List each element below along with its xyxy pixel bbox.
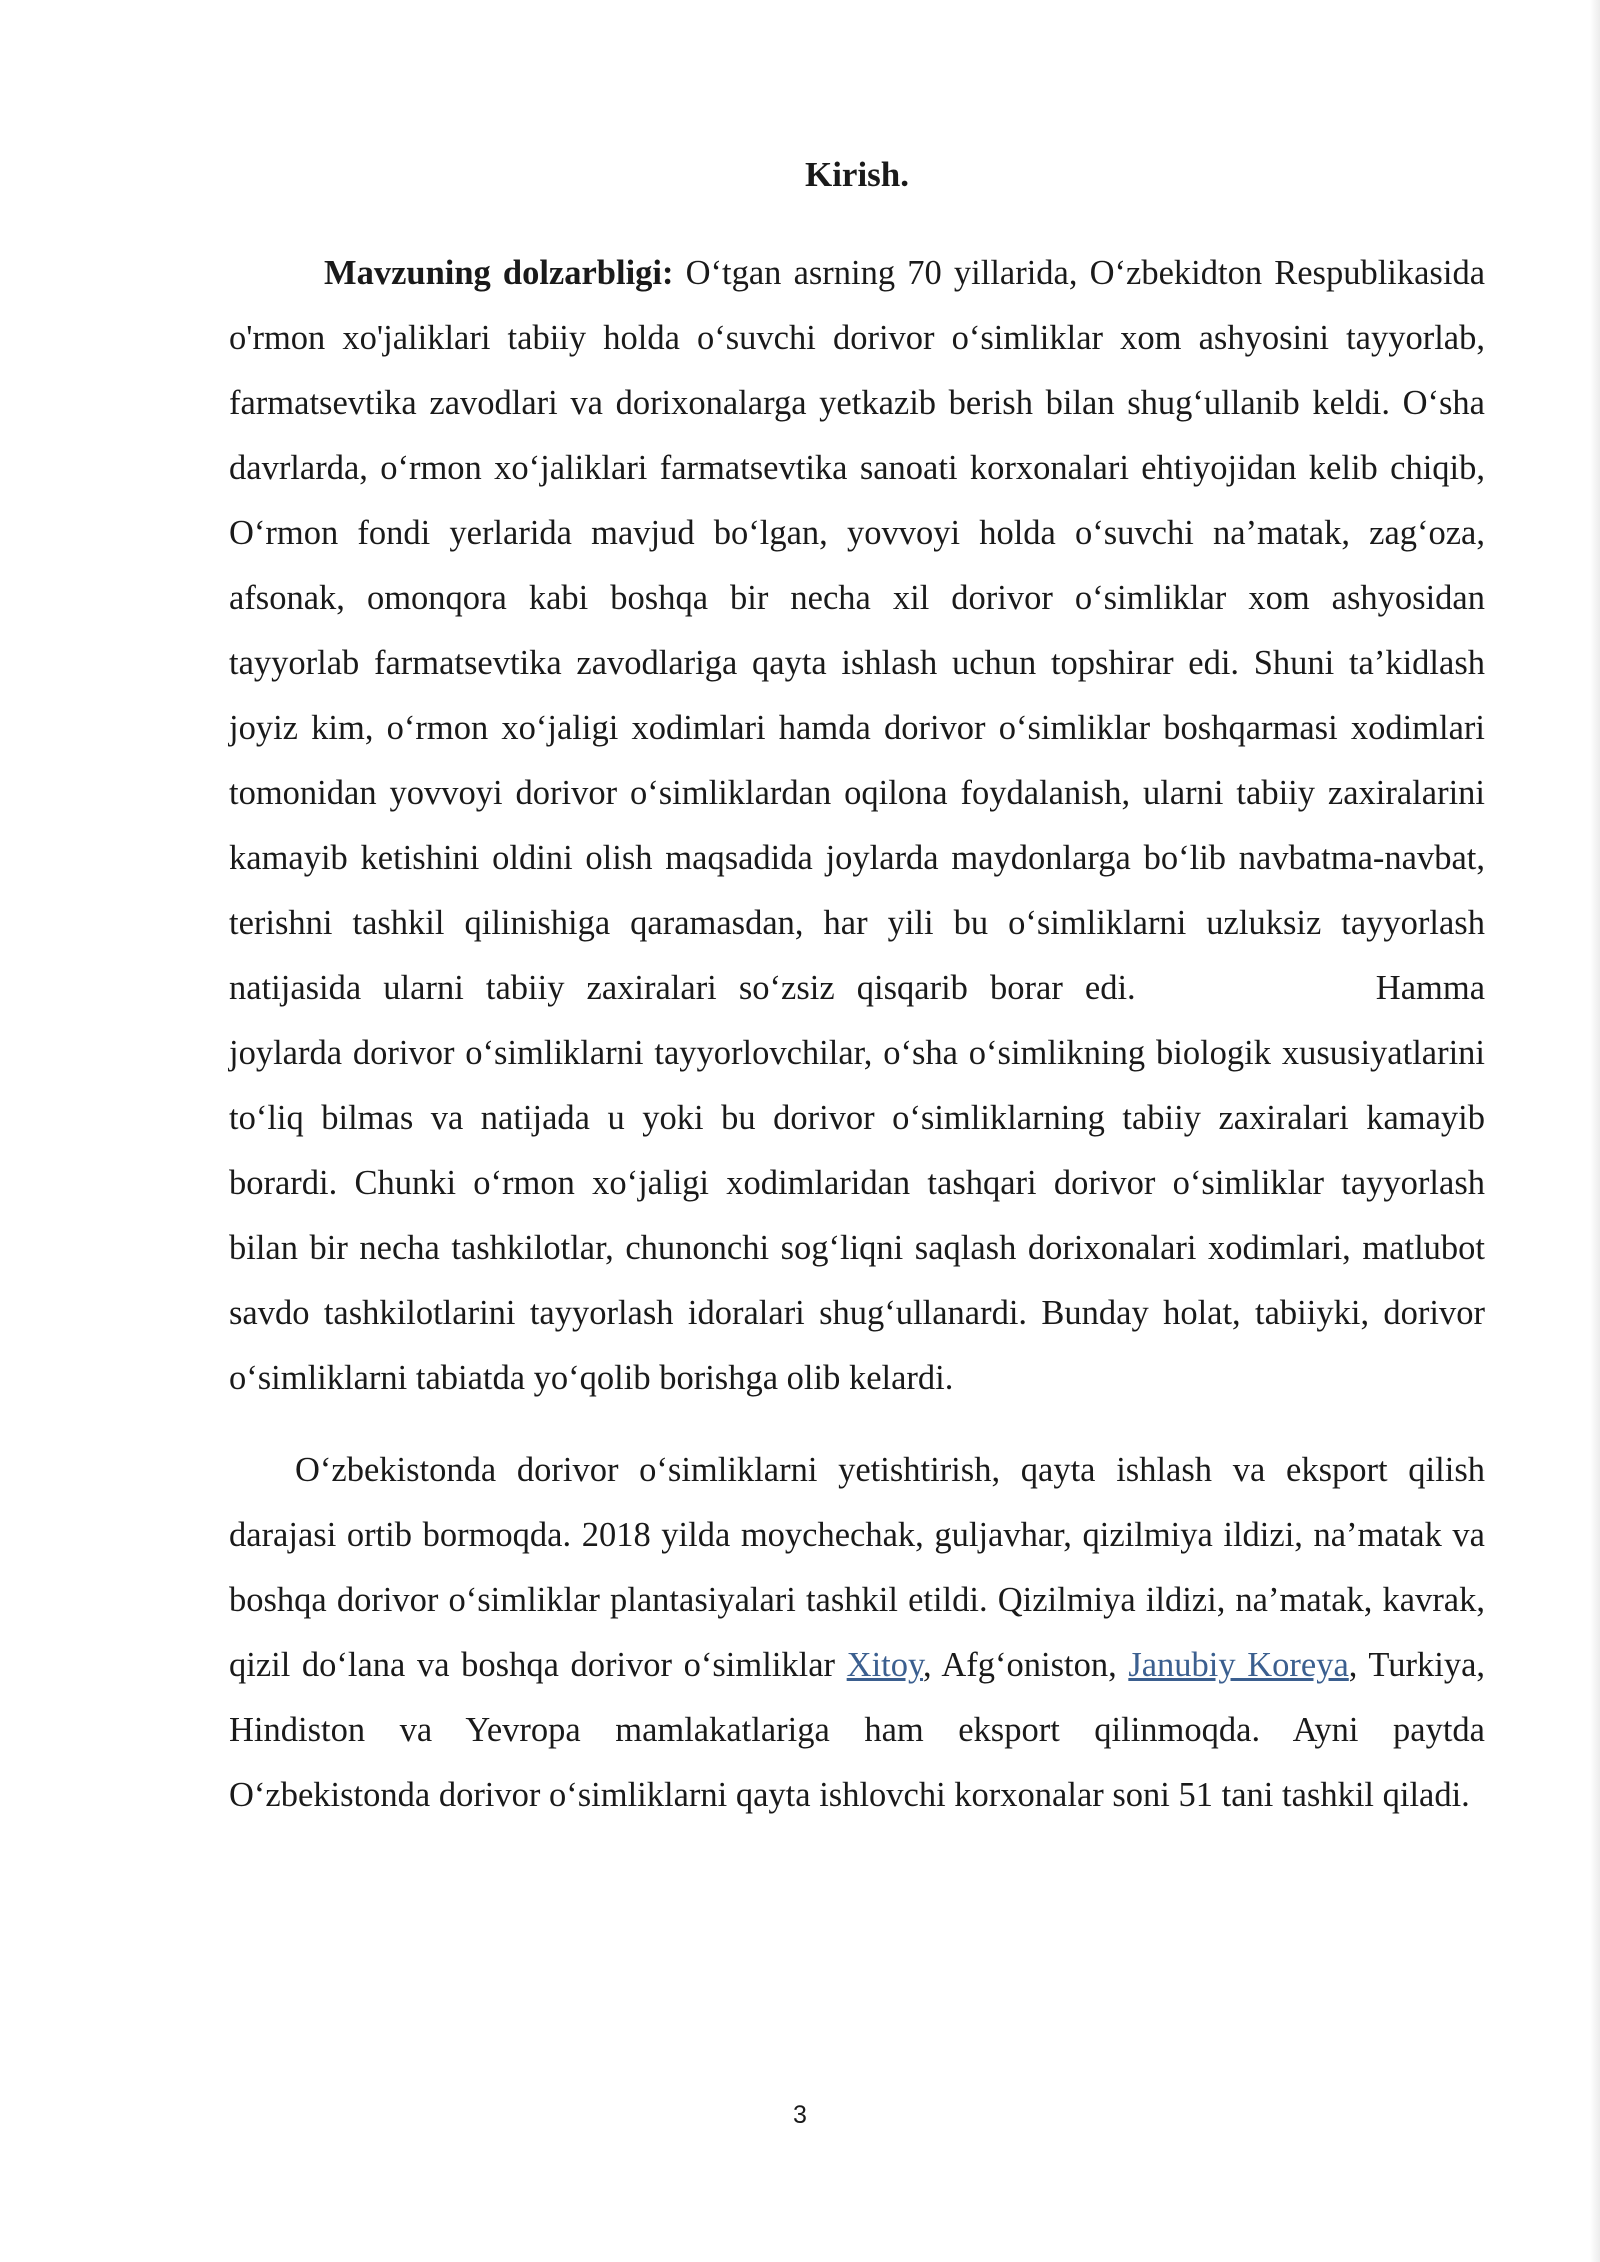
paragraph-relevance-text-a: O‘tgan asrning 70 yillarida, O‘zbekidton Respublikasida o'rmon xo'jaliklari tabiiy holda o‘suvchi dorivor o‘simliklar xom ashyosini tayyorlab, farmatsevtika zavodlari va dorixonalarga yetkazib berish bilan shug‘ullanib keldi. O‘sha davrlarda, o‘rmon xo‘jaliklari farmatsevtika sanoati korxonalari ehtiyojidan kelib chiqib, O‘rmon fondi yerlarida mavjud bo‘lgan, yovvoyi holda o‘suvchi na’matak, zag‘oza, afsonak, omonqora kabi boshqa bir necha xil dorivor o‘simliklar xom ashyosidan tayyorlab farmatsevtika zavodlariga qayta ishlash uchun topshirar edi. Shuni ta’kidlash joyiz kim, o‘rmon xo‘jaligi xodimlari hamda dorivor o‘simliklar boshqarmasi xodimlari tomonidan yovvoyi dorivor o‘simliklardan oqilona foydalanish, ularni tabiiy zaxiralarini kamayib ketishini oldini olish maqsadida joylarda maydonlarga bo‘lib navbatma-navbat, terishni tashkil qilinishiga qaramasdan, har yili bu o‘simliklarni uzluksiz tayyorlash natijasida ularni tabiiy zaxiralari so‘zsiz qisqarib borar edi. bbox=[229, 254, 1486, 1007]
page-number: 3 bbox=[793, 2101, 807, 2129]
paragraph-relevance bbox=[229, 241, 1485, 1411]
page-edge-shadow bbox=[1590, 0, 1600, 2262]
paragraph-export-text-c: , Turkiya, Hindiston va Yevropa mamlakatlariga ham eksport qilinmoqda. Ayni paytda O‘zbekistonda dorivor o‘simliklarni qayta ishlovchi korxonalar soni 51 tani tashkil qiladi. bbox=[229, 1646, 1486, 1814]
link-janubiy-koreya[interactable]: Janubiy Koreya bbox=[1128, 1646, 1349, 1684]
paragraph-export-text-a: O‘zbekistonda dorivor o‘simliklarni yetishtirish, qayta ishlash va eksport qilish darajasi ortib bormoqda. 2018 yilda moychechak, guljavhar, qizilmiya ildizi, na’matak va boshqa dorivor o‘simliklar plantasiyalari tashkil etildi. Qizilmiya ildizi, na’matak, kavrak, qizil do‘lana va boshqa dorivor o‘simliklar bbox=[229, 1451, 1485, 1684]
paragraph-export bbox=[229, 1438, 1485, 1828]
paragraph-export-text-b: , Afg‘oniston, bbox=[923, 1646, 1129, 1684]
paragraph-relevance-text-b: Hamma joylarda dorivor o‘simliklarni tayyorlovchilar, o‘sha o‘simlikning biologik xususiyatlarini to‘liq bilmas va natijada u yoki bu dorivor o‘simliklarning tabiiy zaxiralari kamayib borardi. Chunki o‘rmon xo‘jaligi xodimlaridan tashqari dorivor o‘simliklar tayyorlash bilan bir necha tashkilotlar, chunonchi sog‘liqni saqlash dorixonalari xodimlari, matlubot savdo tashkilotlarini tayyorlash idoralari shug‘ullanardi. Bunday holat, tabiiyki, dorivor o‘simliklarni tabiatda yo‘qolib borishga olib kelardi. bbox=[229, 969, 1486, 1397]
paragraph-lead-heading: Mavzuning dolzarbligi: bbox=[324, 254, 674, 292]
section-title: Kirish. bbox=[804, 155, 910, 194]
link-xitoy[interactable]: Xitoy bbox=[846, 1646, 924, 1684]
page-content bbox=[229, 150, 1485, 1828]
